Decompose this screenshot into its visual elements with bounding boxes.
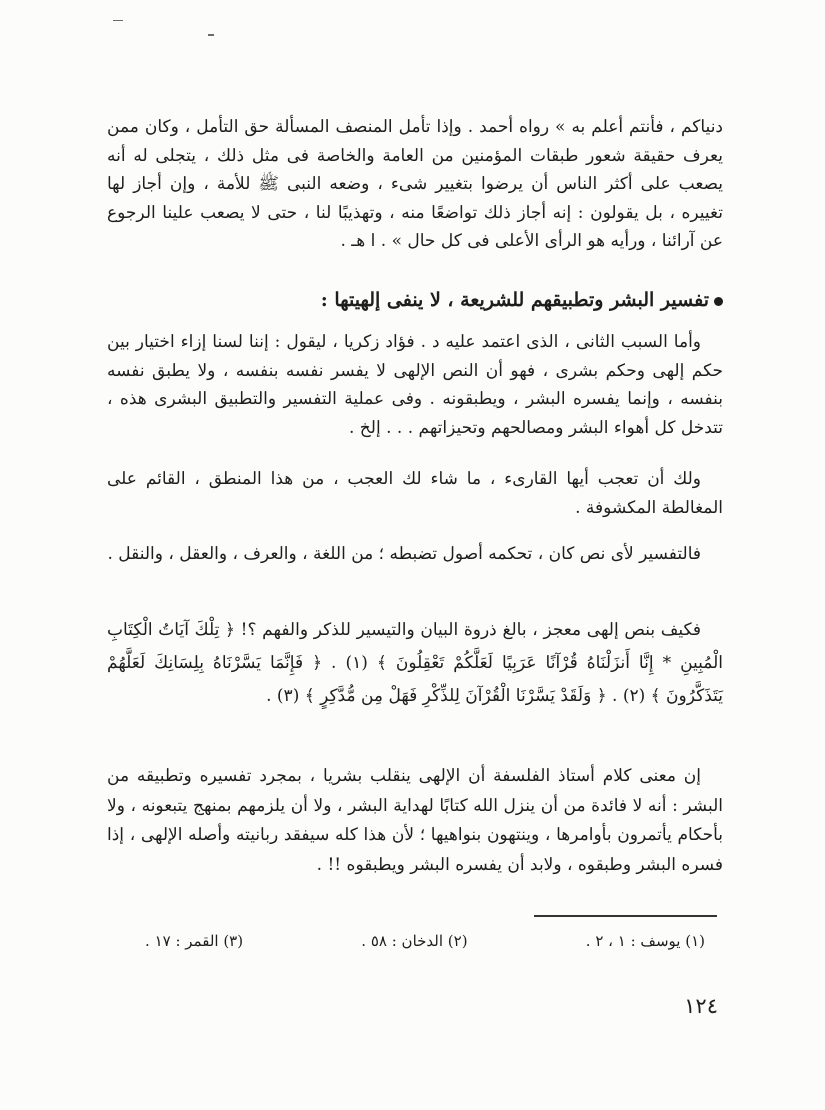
paragraph-quran-verses [107, 614, 723, 713]
scan-mark [208, 34, 214, 36]
paragraph-reader-wonder [107, 465, 723, 523]
section-heading [321, 285, 723, 315]
paragraph-text: فكيف بنص إلهى معجز ، بالغ ذروة البيان والتيسير للذكر والفهم ؟! ﴿ تِلْكَ آيَاتُ الْكِتَابِ الْمُبِينِ * إِنَّا أَنزَلْنَاهُ قُرْآنًا عَرَبِيًا لَعَلَّكُمْ تَعْقِلُونَ ﴾ (١) . ﴿ فَإِنَّمَا يَسَّرْنَاهُ بِلِسَانِكَ لَعَلَّهُمْ يَتَذَكَّرُونَ ﴾ (٢) . ﴿ وَلَقَدْ يَسَّرْنَا الْقُرْآنَ لِلذِّكْرِ فَهَلْ مِن مُّدَّكِرٍ ﴾ (٣) . [107, 620, 724, 706]
paragraph-interpretation-rules [107, 540, 723, 569]
page-number: ١٢٤ [684, 994, 718, 1018]
paragraph-hadith-continuation: دنياكم ، فأنتم أعلم به » رواه أحمد . وإذا تأمل المنصف المسألة حق التأمل ، وكان ممن يعرف حقيقة شعور طبقات المؤمنين من العامة والخاصة فى مثل ذلك ، يتجلى له أنه يصعب على أكثر الناس أن يرضوا بتغيير شىء ، وضعه النبى ﷺ للأمة ، وإن أجاز لها تغييره ، بل يقولون : إنه أجاز ذلك تواضعًا منه ، وتهذيبًا لنا ، حتى لا يصعب علينا الرجوع عن آرائنا ، ورأيه هو الرأى الأعلى فى كل حال » . ا هـ . [107, 117, 723, 251]
footnote-3: (٣) القمر : ١٧ . [145, 932, 244, 950]
paragraph-text: وأما السبب الثانى ، الذى اعتمد عليه د . فؤاد زكريا ، ليقول : إننا لسنا إزاء اختيار بين حكم إلهى وحكم بشرى ، فهو أن النص الإلهى لا يفسر نفسه بنفسه ، ولا يطبق نفسه بنفسه ، وإنما يفسره البشر ، ويطبقونه . وفى عملية التفسير والتطبيق البشرى هذه ، تتدخل كل أهواء البشر ومصالحهم وتحيزاتهم . . . إلخ . [107, 332, 723, 438]
paragraph-text: إن معنى كلام أستاذ الفلسفة أن الإلهى ينقلب بشريا ، بمجرد تفسيره وتطبيقه من البشر : أنه لا فائدة من أن ينزل الله كتابًا لهداية البشر ، ولا أن يلزمهم بمنهج يتبعونه ، ولا بأحكام يأتمرون بأوامرها ، وينتهون بنواهيها ؛ لأن هذا كله سيفقد ربانيته وأصله الإلهى ، إذا فسره البشر وطبقوه ، ولابد أن يفسره البشر ويطبقوه !! . [107, 766, 723, 875]
paragraph-text: ولك أن تعجب أيها القارىء ، ما شاء لك العجب ، من هذا المنطق ، القائم على المغالطة المكشوفة . [107, 469, 723, 518]
bullet-icon [714, 297, 723, 306]
footnotes [145, 929, 705, 953]
footnote-divider [534, 915, 717, 917]
footnote-1: (١) يوسف : ١ ، ٢ . [585, 932, 705, 950]
paragraph-second-reason [107, 328, 723, 442]
section-heading-text: تفسير البشر وتطبيقهم للشريعة ، لا ينفى إلهيتها : [320, 289, 709, 311]
paragraph-conclusion [107, 762, 723, 880]
footnote-2: (٢) الدخان : ٥٨ . [361, 932, 468, 950]
paragraph-text: فالتفسير لأى نص كان ، تحكمه أصول تضبطه ؛ من اللغة ، والعرف ، والعقل ، والنقل . [107, 544, 701, 564]
scan-mark [113, 20, 123, 21]
